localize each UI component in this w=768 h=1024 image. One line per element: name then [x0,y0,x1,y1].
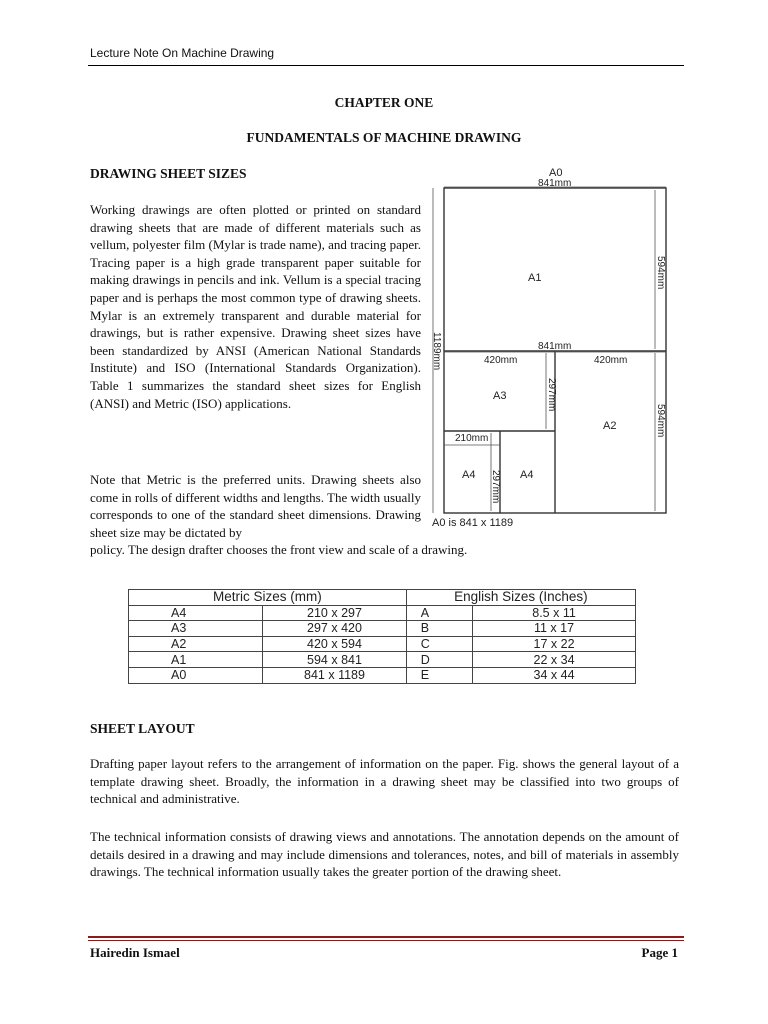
metric-header: Metric Sizes (mm) [129,590,407,606]
section-heading-sheet-layout: SHEET LAYOUT [90,721,195,736]
table-row [129,636,636,652]
paragraph-technical-info: The technical information consists of drawing views and annotations. The annotation depends on the amount of details desired in a drawing and may include dimensions and tolerances, notes, and bill of materials in assembly drawings. The technical information usually takes the greater portion of the drawing sheet. [90,829,679,880]
metric-size: 841 x 1189 [263,667,407,683]
a1-side-label: 594mm [655,256,666,290]
a3-width-label: 420mm [484,355,518,366]
footer-author: Hairedin Ismael [90,945,180,960]
english-name: D [406,652,472,668]
metric-size: 297 x 420 [263,621,407,637]
a4-left-label: A4 [462,469,476,481]
metric-name: A1 [129,652,263,668]
a1-label: A1 [528,272,542,284]
a4-side-label: 297mm [490,470,501,504]
table-row [129,667,636,683]
table-row [129,652,636,668]
a2-label: A2 [603,420,617,432]
english-size: 34 x 44 [473,667,636,683]
figure-caption: A0 is 841 x 1189 [432,517,514,529]
english-name: C [406,636,472,652]
english-size: 17 x 22 [473,636,636,652]
paragraph-layout-intro: Drafting paper layout refers to the arrangement of information on the paper. Fig. shows the general layout of a template drawing sheet. Broadly, the information in a drawing sheet may be classified into two groups of technical and administrative. [90,756,679,807]
metric-size: 420 x 594 [263,636,407,652]
running-header: Lecture Note On Machine Drawing [90,46,275,60]
table-row [129,621,636,637]
a2-side-label: 594mm [655,404,666,438]
metric-size: 210 x 297 [263,605,407,621]
sheet-sizes-table [128,589,636,684]
chapter-number: CHAPTER ONE [334,95,434,110]
footer-rule-thin [88,940,684,941]
paragraph-sheet-materials: Working drawings are often plotted or printed on standard drawing sheets that are made of different materials such as vellum, polyester film (Mylar is trade name), and tracing paper. Tracing paper is a high grade transparent paper suitable for making drawings in pencils and ink. Vellum is a special tracing paper and is perhaps the most common type of drawing sheets. Mylar is an extremely transparent and durable material for drawings, but is rather expensive. Drawing sheet sizes have been standardized by ANSI (American National Standards Institute) and ISO (International Standards Organization). Table 1 summarizes the standard sheet sizes for English (ANSI) and Metric (ISO) applications. [90,202,421,411]
english-name: E [406,667,472,683]
footer-page-number: Page 1 [641,945,678,960]
metric-size: 594 x 841 [263,652,407,668]
section-heading-sheet-sizes: DRAWING SHEET SIZES [90,166,247,181]
a3-side-label: 297mm [546,378,557,412]
a2-width-label: 420mm [594,355,628,366]
paragraph-metric-units: Note that Metric is the preferred units. Drawing sheets also come in rolls of different widths and lengths. The width usually corresponds to one of the standard sheet dimensions. Drawing sheet size may be dictated by [90,472,421,540]
english-size: 8.5 x 11 [473,605,636,621]
english-size: 11 x 17 [473,621,636,637]
metric-name: A3 [129,621,263,637]
a0-outline [444,188,666,513]
a0-width-label: 841mm [538,178,572,189]
a4-width-label: 210mm [455,433,489,444]
table-row [129,605,636,621]
footer-rule-thick [88,936,684,938]
a0-label: A0 [549,167,563,179]
english-name: B [406,621,472,637]
a3-label: A3 [493,390,507,402]
english-name: A [406,605,472,621]
metric-name: A4 [129,605,263,621]
table-header-row [129,590,636,606]
a0-height-label: 1189mm [431,332,442,371]
metric-name: A2 [129,636,263,652]
english-header: English Sizes (Inches) [406,590,635,606]
english-size: 22 x 34 [473,652,636,668]
chapter-title: FUNDAMENTALS OF MACHINE DRAWING [246,130,522,145]
header-rule [88,65,684,66]
mid-width-label: 841mm [538,341,572,352]
metric-name: A0 [129,667,263,683]
a4-right-label: A4 [520,469,534,481]
paragraph-metric-units-end: policy. The design drafter chooses the front view and scale of a drawing. [90,542,468,557]
